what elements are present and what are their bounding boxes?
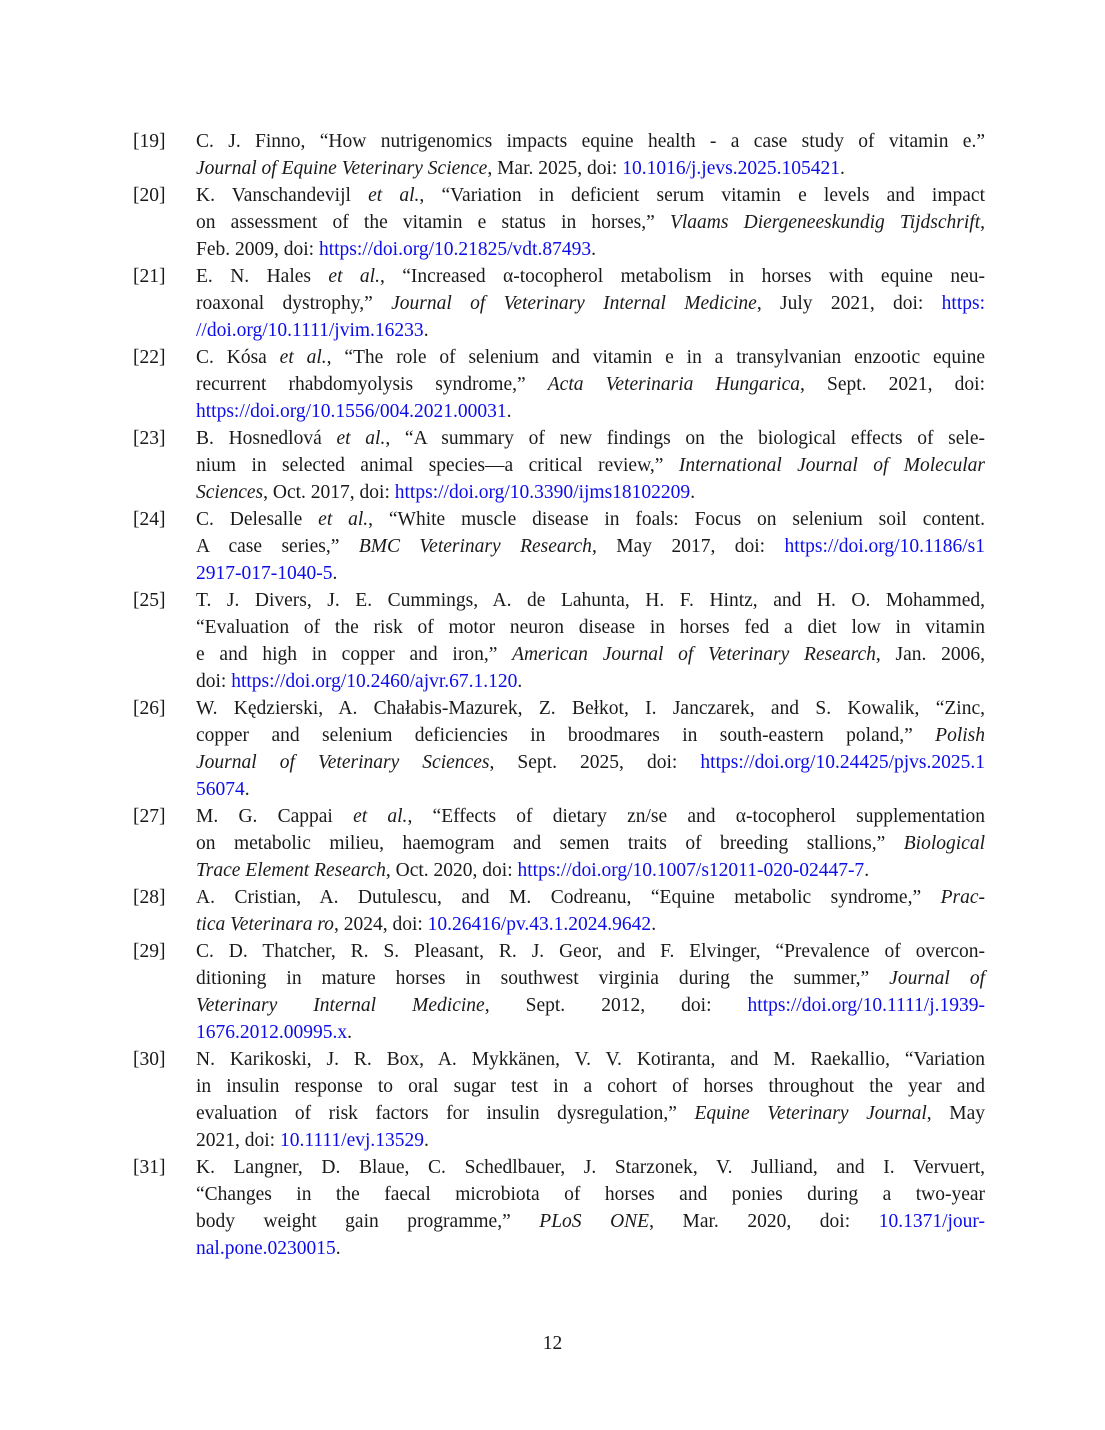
reference-line — [196, 371, 985, 398]
reference-line — [196, 668, 985, 695]
doi-link[interactable]: https://doi.org/10.2460/ajvr.67.1.120 — [231, 671, 518, 692]
journal-title: et al. — [353, 806, 408, 827]
journal-title: tica Veterinara ro — [196, 914, 334, 935]
reference-line — [196, 884, 985, 911]
reference-line — [196, 1073, 985, 1100]
reference-line — [196, 1046, 985, 1073]
reference-body — [196, 587, 985, 695]
reference-text: . — [424, 1130, 429, 1151]
reference-text: . — [864, 860, 870, 881]
reference-line — [196, 1181, 985, 1208]
reference-text: , “Effects of dietary zn/se and α-tocopherol supplementation — [407, 806, 985, 827]
reference-line — [196, 641, 985, 668]
reference-text: roaxonal dystrophy,” — [196, 293, 392, 314]
doi-link[interactable]: 2917-017-1040-5 — [196, 563, 333, 584]
reference-text: K. Langner, D. Blaue, C. Schedlbauer, J. Starzonek, V. Julliand, and I. Vervuert, — [196, 1157, 985, 1178]
reference-line — [196, 479, 985, 506]
reference-label: [20] — [133, 185, 166, 206]
reference-item — [133, 587, 985, 695]
reference-text: . — [423, 320, 429, 341]
reference-text: , July 2021, doi: — [756, 293, 942, 314]
doi-link[interactable]: https: — [941, 293, 985, 314]
reference-text: on metabolic milieu, haemogram and semen traits of breeding stallions,” — [196, 833, 904, 854]
reference-text: W. Kędzierski, A. Chałabis-Mazurek, Z. Bełkot, I. Janczarek, and S. Kowalik, “Zinc, — [196, 698, 985, 719]
journal-title: PLoS ONE — [539, 1211, 650, 1232]
reference-text: in insulin response to oral sugar test in a cohort of horses throughout the year and — [196, 1076, 985, 1097]
reference-line — [196, 587, 985, 614]
reference-body — [196, 938, 985, 1046]
reference-item — [133, 263, 985, 344]
reference-text: , “A summary of new findings on the biological effects of sele- — [385, 428, 985, 449]
journal-title: et al. — [279, 347, 327, 368]
reference-text: , May 2017, doi: — [591, 536, 785, 557]
reference-line — [196, 857, 985, 884]
reference-line — [196, 1208, 985, 1235]
journal-title: Vlaams Diergeneeskundig Tijdschrift, — [669, 212, 985, 233]
reference-line — [196, 533, 985, 560]
reference-text: N. Karikoski, J. R. Box, A. Mykkänen, V. V. Kotiranta, and M. Raekallio, “Variation — [196, 1049, 985, 1070]
reference-label: [24] — [133, 509, 166, 530]
journal-title: Biological — [903, 833, 985, 854]
reference-line — [196, 938, 985, 965]
reference-list — [133, 128, 985, 1262]
reference-text: on assessment of the vitamin e status in horses,” — [196, 212, 670, 233]
reference-line — [196, 776, 985, 803]
reference-text: C. D. Thatcher, R. S. Pleasant, R. J. Geor, and F. Elvinger, “Prevalence of overcon- — [196, 941, 985, 962]
doi-link[interactable]: //doi.org/10.1111/jvim.16233 — [196, 320, 424, 341]
journal-title: Trace Element Research — [196, 860, 386, 881]
reference-text: . — [244, 779, 250, 800]
reference-text: , “Increased α-tocopherol metabolism in horses with equine neu- — [379, 266, 985, 287]
page-footer — [0, 1330, 1105, 1357]
reference-text: B. Hosnedlová — [196, 428, 337, 449]
reference-label: [19] — [133, 131, 166, 152]
reference-text: . — [651, 914, 657, 935]
reference-line — [196, 317, 985, 344]
doi-link[interactable]: 10.1371/jour- — [878, 1211, 985, 1232]
reference-line — [196, 830, 985, 857]
doi-link[interactable]: https://doi.org/10.1007/s12011-020-02447-7 — [517, 860, 865, 881]
reference-line — [196, 236, 985, 263]
reference-text: A. Cristian, A. Dutulescu, and M. Codreanu, “Equine metabolic syndrome,” — [196, 887, 941, 908]
reference-label: [28] — [133, 887, 166, 908]
reference-line — [196, 290, 985, 317]
reference-body — [196, 695, 985, 803]
reference-text: K. Vanschandevijl — [196, 185, 369, 206]
reference-body — [196, 263, 985, 344]
reference-line — [196, 344, 985, 371]
reference-item — [133, 182, 985, 263]
doi-link[interactable]: https://doi.org/10.1186/s1 — [784, 536, 985, 557]
reference-line — [196, 128, 985, 155]
journal-title: et al. — [318, 509, 369, 530]
reference-item — [133, 344, 985, 425]
reference-text: . — [335, 1238, 341, 1259]
doi-link[interactable]: https://doi.org/10.1111/j.1939- — [747, 995, 985, 1016]
reference-item — [133, 425, 985, 506]
reference-text: “Evaluation of the risk of motor neuron disease in horses fed a diet low in vitamin — [196, 617, 985, 638]
reference-label: [27] — [133, 806, 166, 827]
reference-body — [196, 1154, 985, 1262]
journal-title: et al. — [368, 185, 420, 206]
reference-line — [196, 182, 985, 209]
reference-text: nium in selected animal species—a critical review,” — [196, 455, 679, 476]
reference-line — [196, 1154, 985, 1181]
reference-body — [196, 128, 985, 182]
reference-text: . — [690, 482, 696, 503]
journal-title: Sciences — [196, 482, 264, 503]
journal-title: International Journal of Molecular — [678, 455, 985, 476]
reference-label: [29] — [133, 941, 166, 962]
reference-body — [196, 425, 985, 506]
reference-item — [133, 938, 985, 1046]
journal-title: Polish — [935, 725, 985, 746]
reference-text: . — [332, 563, 338, 584]
journal-title: Acta Veterinaria Hungarica — [547, 374, 800, 395]
doi-link[interactable]: 56074 — [196, 779, 245, 800]
reference-text: recurrent rhabdomyolysis syndrome,” — [196, 374, 548, 395]
reference-text: , “The role of selenium and vitamin e in a transylvanian enzootic equine — [326, 347, 985, 368]
doi-link[interactable]: https://doi.org/10.21825/vdt.87493 — [318, 239, 592, 260]
reference-body — [196, 344, 985, 425]
journal-title: Veterinary Internal Medicine — [196, 995, 485, 1016]
reference-line — [196, 911, 985, 938]
reference-text: , May — [926, 1103, 985, 1124]
reference-line — [196, 965, 985, 992]
reference-body — [196, 803, 985, 884]
reference-item — [133, 1046, 985, 1154]
doi-link[interactable]: 1676.2012.00995.x — [196, 1022, 348, 1043]
reference-text: 2021, doi: — [196, 1130, 280, 1151]
reference-text: T. J. Divers, J. E. Cummings, A. de Lahunta, H. F. Hintz, and H. O. Mohammed, — [196, 590, 985, 611]
journal-title: Journal of Veterinary Internal Medicine — [391, 293, 757, 314]
reference-text: . — [839, 158, 845, 179]
reference-line — [196, 1235, 985, 1262]
reference-text: , “White muscle disease in foals: Focus on selenium soil content. — [368, 509, 985, 530]
reference-text: . — [347, 1022, 352, 1043]
reference-text: C. J. Finno, “How nutrigenomics impacts equine health - a case study of vitamin e.” — [196, 131, 985, 152]
reference-line — [196, 452, 985, 479]
reference-text: E. N. Hales — [196, 266, 329, 287]
reference-text: , Oct. 2020, doi: — [385, 860, 518, 881]
reference-text: , “Variation in deficient serum vitamin e levels and impact — [419, 185, 985, 206]
journal-title: Journal of — [889, 968, 985, 989]
reference-item — [133, 803, 985, 884]
reference-item — [133, 506, 985, 587]
journal-title: Prac- — [940, 887, 985, 908]
reference-line — [196, 614, 985, 641]
reference-body — [196, 884, 985, 938]
reference-text: “Changes in the faecal microbiota of horses and ponies during a two-year — [196, 1184, 985, 1205]
journal-title: Journal of Veterinary Sciences — [196, 752, 490, 773]
reference-item — [133, 1154, 985, 1262]
reference-text: , Oct. 2017, doi: — [263, 482, 395, 503]
reference-text: , Sept. 2021, doi: — [799, 374, 985, 395]
reference-text: M. G. Cappai — [196, 806, 354, 827]
reference-line — [196, 398, 985, 425]
reference-line — [196, 155, 985, 182]
reference-text: , Mar. 2020, doi: — [649, 1211, 879, 1232]
reference-label: [26] — [133, 698, 166, 719]
reference-text: Feb. 2009, doi: — [196, 239, 319, 260]
reference-label: [22] — [133, 347, 166, 368]
reference-line — [196, 425, 985, 452]
reference-text: ditioning in mature horses in southwest virginia during the summer,” — [196, 968, 890, 989]
doi-link[interactable]: 10.1111/evj.13529 — [279, 1130, 425, 1151]
reference-line — [196, 263, 985, 290]
reference-text: A case series,” — [196, 536, 359, 557]
reference-text: , Sept. 2012, doi: — [484, 995, 748, 1016]
reference-label: [25] — [133, 590, 166, 611]
reference-line — [196, 992, 985, 1019]
reference-text: evaluation of risk factors for insulin dysregulation,” — [196, 1103, 695, 1124]
journal-title: Journal of Equine Veterinary Science — [196, 158, 488, 179]
reference-line — [196, 1019, 985, 1046]
reference-text: doi: — [196, 671, 232, 692]
reference-body — [196, 1046, 985, 1154]
journal-title: et al. — [328, 266, 380, 287]
reference-label: [21] — [133, 266, 166, 287]
reference-item — [133, 695, 985, 803]
doi-link[interactable]: https://doi.org/10.24425/pjvs.2025.1 — [700, 752, 985, 773]
reference-text: copper and selenium deficiencies in broodmares in south-eastern poland,” — [196, 725, 936, 746]
doi-link[interactable]: 10.1016/j.jevs.2025.105421 — [622, 158, 840, 179]
journal-title: BMC Veterinary Research — [358, 536, 592, 557]
reference-body — [196, 506, 985, 587]
reference-text: . — [506, 401, 512, 422]
reference-item — [133, 884, 985, 938]
reference-text: , Mar. 2025, doi: — [487, 158, 623, 179]
reference-line — [196, 749, 985, 776]
reference-text: e and high in copper and iron,” — [196, 644, 513, 665]
reference-label: [30] — [133, 1049, 166, 1070]
reference-text: , Sept. 2025, doi: — [489, 752, 701, 773]
reference-text: , 2024, doi: — [333, 914, 428, 935]
reference-line — [196, 560, 985, 587]
doi-link[interactable]: https://doi.org/10.1556/004.2021.00031 — [196, 401, 507, 422]
reference-line — [196, 1127, 985, 1154]
reference-line — [196, 803, 985, 830]
reference-item — [133, 128, 985, 182]
page-number: 12 — [542, 1333, 563, 1354]
doi-link[interactable]: nal.pone.0230015 — [196, 1238, 336, 1259]
doi-link[interactable]: https://doi.org/10.3390/ijms18102209 — [394, 482, 691, 503]
reference-body — [196, 182, 985, 263]
journal-title: American Journal of Veterinary Research — [512, 644, 876, 665]
journal-title: et al. — [336, 428, 386, 449]
reference-line — [196, 722, 985, 749]
reference-label: [23] — [133, 428, 166, 449]
journal-title: Equine Veterinary Journal — [694, 1103, 927, 1124]
doi-link[interactable]: 10.26416/pv.43.1.2024.9642 — [427, 914, 652, 935]
reference-label: [31] — [133, 1157, 166, 1178]
reference-text: , Jan. 2006, — [875, 644, 986, 665]
reference-line — [196, 209, 985, 236]
reference-line — [196, 1100, 985, 1127]
reference-text: . — [517, 671, 523, 692]
reference-text: C. Kósa — [196, 347, 280, 368]
reference-line — [196, 506, 985, 533]
reference-text: body weight gain programme,” — [196, 1211, 540, 1232]
reference-text: . — [591, 239, 596, 260]
reference-line — [196, 695, 985, 722]
reference-text: C. Delesalle — [196, 509, 319, 530]
